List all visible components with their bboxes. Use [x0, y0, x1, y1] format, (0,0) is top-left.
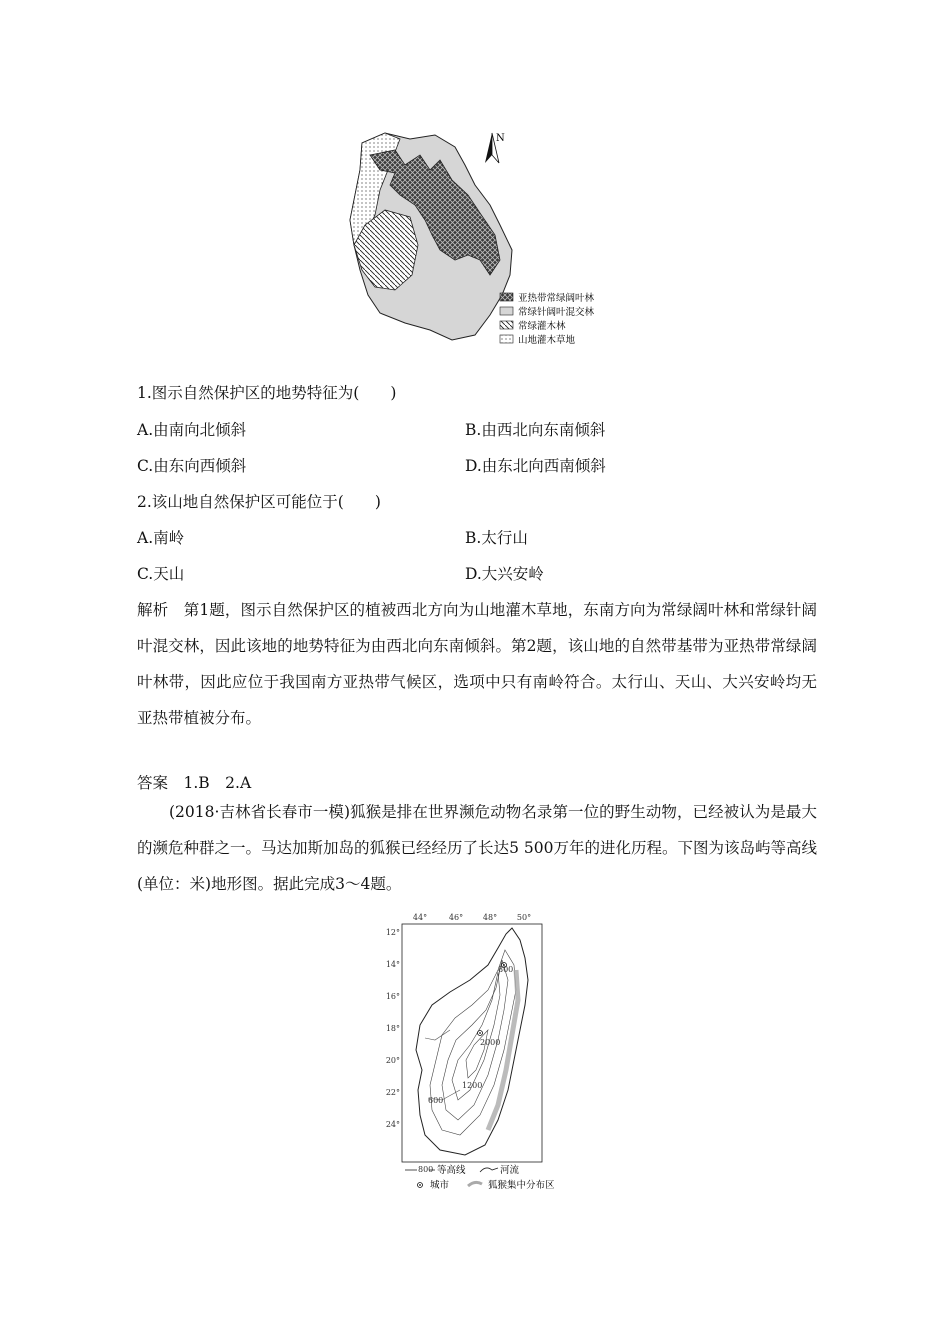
q1-option-c: C.由东向西倾斜: [137, 457, 247, 475]
svg-text:1200: 1200: [462, 1081, 483, 1090]
svg-text:44°: 44°: [412, 913, 428, 922]
q2-option-d: D.大兴安岭: [465, 565, 544, 583]
q1-option-a: A.由南向北倾斜: [137, 421, 247, 439]
north-arrow-icon: [485, 133, 505, 163]
svg-text:22°: 22°: [385, 1088, 400, 1097]
intro-paragraph: (2018·吉林省长春市一模)狐猴是排在世界濒危动物名录第一位的野生动物，已经被认为是最大的濒危种群之一。马达加斯加岛的狐猴已经经历了长达5 500万年的进化历程。下图为该岛屿等高线(单位：米)地形图。据此完成3～4题。: [137, 803, 817, 893]
q2-option-b: B.太行山: [465, 529, 528, 547]
vegetation-map-figure: [340, 125, 610, 350]
svg-text:600: 600: [428, 1096, 444, 1105]
svg-text:狐猴集中分布区: 狐猴集中分布区: [488, 1180, 555, 1191]
svg-text:20°: 20°: [385, 1056, 400, 1065]
svg-text:等高线: 等高线: [437, 1165, 466, 1176]
svg-text:48°: 48°: [482, 913, 498, 922]
question-2-stem: 2.该山地自然保护区可能位于( ): [137, 493, 381, 511]
svg-text:18°: 18°: [385, 1024, 400, 1033]
legend-label: 山地灌木草地: [518, 335, 576, 346]
question-1-stem: 1.图示自然保护区的地势特征为( ): [137, 384, 397, 402]
svg-text:城市: 城市: [430, 1180, 450, 1191]
svg-text:河流: 河流: [500, 1165, 520, 1176]
svg-text:800: 800: [418, 1165, 434, 1174]
svg-text:N: N: [496, 133, 505, 144]
svg-text:50°: 50°: [516, 913, 532, 922]
legend-label: 常绿灌木林: [518, 321, 566, 332]
q2-option-c: C.天山: [137, 565, 185, 583]
q2-option-a: A.南岭: [137, 529, 185, 547]
legend-label: 亚热带常绿阔叶林: [518, 293, 595, 304]
svg-text:12°: 12°: [385, 928, 400, 937]
legend: [500, 292, 595, 346]
madagascar-contour-map: [380, 910, 580, 1195]
svg-text:14°: 14°: [385, 960, 400, 969]
svg-text:2000: 2000: [480, 1038, 501, 1047]
q1-option-d: D.由东北向西南倾斜: [465, 457, 606, 475]
analysis-paragraph: 解析 第1题，图示自然保护区的植被西北方向为山地灌木草地，东南方向为常绿阔叶林和常绿针阔叶混交林，因此该地的地势特征为由西北向东南倾斜。第2题，该山地的自然带基带为亚热带常绿阔叶林带，因此应位于我国南方亚热带气候区，选项中只有南岭符合。太行山、天山、大兴安岭均无亚热带植被分布。: [137, 601, 817, 727]
answer-line: 答案 1.B 2.A: [137, 774, 252, 792]
legend-label: 常绿针阔叶混交林: [518, 307, 595, 318]
svg-text:24°: 24°: [385, 1120, 400, 1129]
svg-text:46°: 46°: [448, 913, 464, 922]
svg-text:16°: 16°: [385, 992, 400, 1001]
q1-option-b: B.由西北向东南倾斜: [465, 421, 606, 439]
map-legend: [405, 1164, 555, 1191]
svg-text:800: 800: [498, 965, 514, 974]
